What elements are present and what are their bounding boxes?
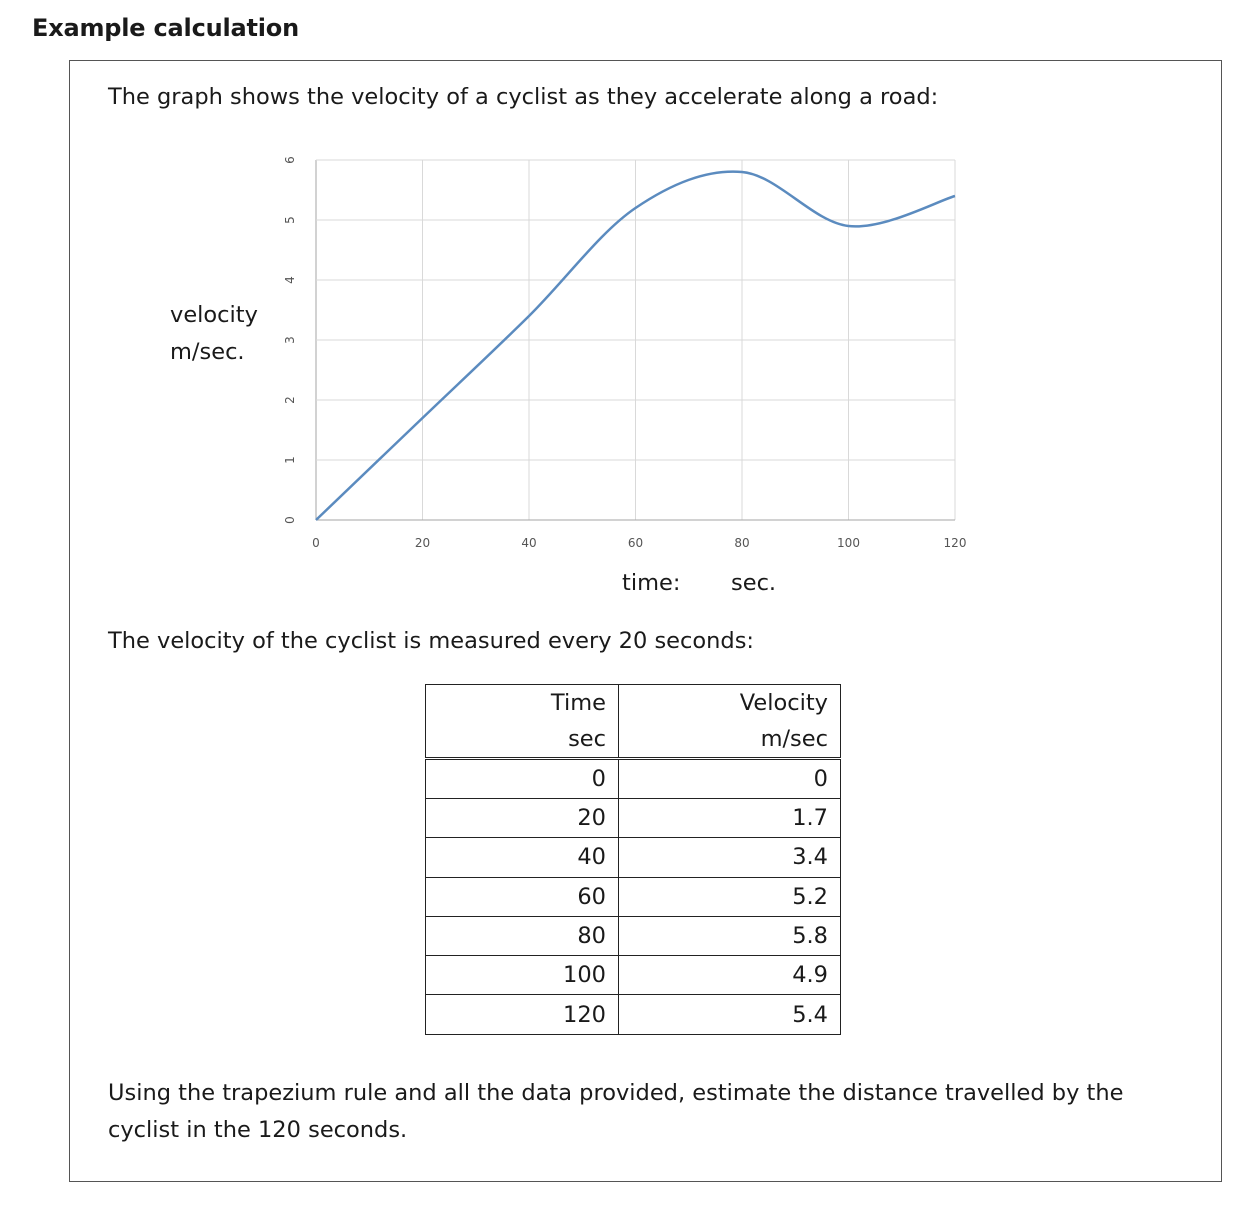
- y-axis-ticks: [283, 156, 297, 524]
- x-tick-label: 20: [414, 536, 431, 550]
- header-time: [426, 685, 619, 759]
- velocity-cell: 4.9: [619, 956, 841, 995]
- table-row: [426, 877, 841, 916]
- table-row: [426, 956, 841, 995]
- time-cell: 40: [426, 838, 619, 877]
- velocity-cell: 5.4: [619, 995, 841, 1034]
- table-row: [426, 759, 841, 799]
- y-tick-label: 5: [283, 216, 297, 224]
- x-tick-label: 0: [312, 536, 320, 550]
- intro-text: The graph shows the velocity of a cyclist as they accelerate along a road:: [108, 84, 939, 110]
- x-axis-label-time: time:: [622, 570, 681, 596]
- x-tick-label: 100: [837, 536, 860, 550]
- y-tick-label: 2: [283, 396, 297, 404]
- x-axis-label-unit: sec.: [731, 570, 777, 596]
- velocity-cell: 5.8: [619, 916, 841, 955]
- header-unit: m/sec: [760, 726, 828, 752]
- velocity-cell: 1.7: [619, 799, 841, 838]
- y-tick-label: 0: [283, 516, 297, 524]
- x-axis-ticks: [312, 536, 966, 550]
- page-title: Example calculation: [32, 14, 299, 42]
- time-cell: 0: [426, 759, 619, 799]
- time-cell: 80: [426, 916, 619, 955]
- y-axis-label-velocity: velocity: [170, 302, 258, 328]
- table-row: [426, 995, 841, 1034]
- header-line: Time: [550, 690, 606, 716]
- x-tick-label: 80: [734, 536, 750, 550]
- y-tick-label: 3: [283, 336, 297, 344]
- time-cell: 60: [426, 877, 619, 916]
- time-cell: 20: [426, 799, 619, 838]
- velocity-cell: 5.2: [619, 877, 841, 916]
- table-row: [426, 838, 841, 877]
- table-row: [426, 916, 841, 955]
- question-text-line1: Using the trapezium rule and all the data provided, estimate the distance travelled by the: [108, 1080, 1124, 1106]
- time-cell: 120: [426, 995, 619, 1034]
- y-tick-label: 6: [283, 156, 297, 164]
- y-tick-label: 4: [283, 276, 297, 284]
- table-header-row: [426, 685, 841, 759]
- table-row: [426, 799, 841, 838]
- data-table: [425, 684, 841, 1035]
- x-tick-label: 120: [943, 536, 967, 550]
- header-unit: sec: [568, 726, 606, 752]
- measurement-text: The velocity of the cyclist is measured every 20 seconds:: [108, 628, 754, 654]
- velocity-cell: 0: [619, 759, 841, 799]
- y-tick-label: 1: [283, 456, 297, 464]
- chart-grid: [316, 160, 955, 520]
- y-axis-label-unit: m/sec.: [170, 339, 245, 365]
- question-text-line2: cyclist in the 120 seconds.: [108, 1117, 408, 1143]
- header-line: Velocity: [739, 690, 828, 716]
- x-tick-label: 40: [521, 536, 537, 550]
- header-velocity: [619, 685, 841, 759]
- time-cell: 100: [426, 956, 619, 995]
- x-tick-label: 60: [627, 536, 644, 550]
- velocity-cell: 3.4: [619, 838, 841, 877]
